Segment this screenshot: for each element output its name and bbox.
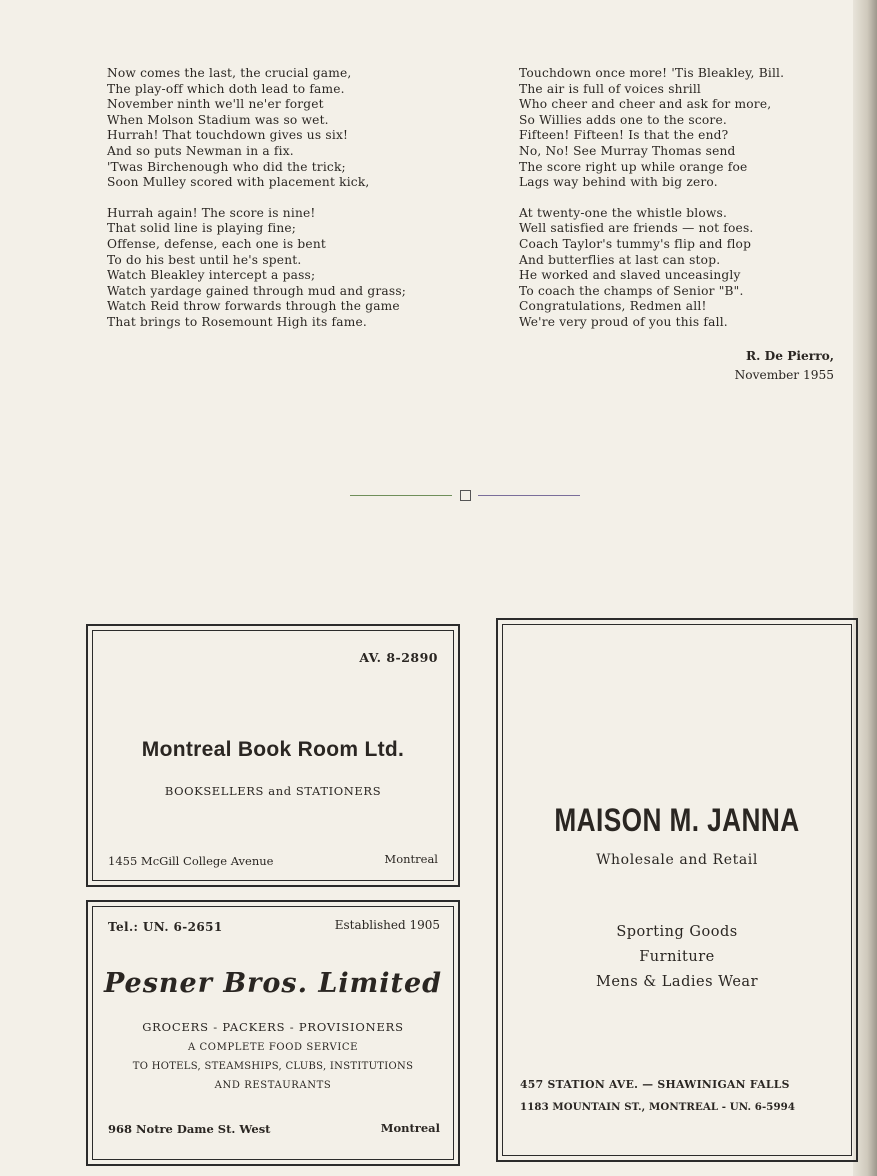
poem-line: Who cheer and cheer and ask for more, xyxy=(519,97,772,112)
poem-line: So Willies adds one to the score. xyxy=(519,112,727,127)
ad-montreal-book-room xyxy=(86,624,460,887)
ad-goods-line: Sporting Goods xyxy=(616,924,738,940)
poem-right-column xyxy=(519,66,784,346)
poem-line: The air is full of voices shrill xyxy=(519,81,702,96)
ad-pesner-bros xyxy=(86,900,460,1166)
poem-stanza xyxy=(519,206,784,331)
ad-phone: Tel.: UN. 6-2651 xyxy=(108,920,223,934)
poem-line: Touchdown once more! 'Tis Bleakley, Bill. xyxy=(519,66,785,80)
ad-address-line: 1183 MOUNTAIN ST., MONTREAL - UN. 6-5994 xyxy=(520,1101,796,1113)
poem-line: Hurrah again! The score is nine! xyxy=(107,205,316,220)
ad-address-line: 457 STATION AVE. — SHAWINIGAN FALLS xyxy=(520,1078,790,1091)
ad-maison-janna xyxy=(496,618,858,1162)
ad-inner-border xyxy=(502,624,852,1156)
poem-line: Offense, defense, each one is bent xyxy=(107,236,326,251)
poem-line: To do his best until he's spent. xyxy=(107,252,302,267)
poem-line: Lags way behind with big zero. xyxy=(519,175,718,190)
poem-line: Fifteen! Fifteen! Is that the end? xyxy=(519,128,729,143)
section-divider xyxy=(350,489,582,503)
ad-business-name: Montreal Book Room Ltd. xyxy=(141,738,405,761)
poem-line: That solid line is playing fine; xyxy=(107,221,297,236)
ad-phone: AV. 8-2890 xyxy=(359,650,438,665)
poem-stanza xyxy=(519,66,784,191)
poem-author: R. De Pierro, xyxy=(746,349,834,363)
ad-service-line: A COMPLETE FOOD SERVICE xyxy=(187,1042,359,1053)
poem-line: Well satisfied are friends — not foes. xyxy=(519,221,754,236)
poem-line: Watch Reid throw forwards through the game xyxy=(107,299,400,314)
divider-rule-left xyxy=(350,495,452,496)
poem-stanza xyxy=(107,66,406,191)
poem-line: Hurrah! That touchdown gives us six! xyxy=(107,128,349,143)
ad-business-name: MAISON M. JANNA xyxy=(554,802,800,838)
poem-line: And so puts Newman in a fix. xyxy=(107,143,294,158)
poem-line: When Molson Stadium was so wet. xyxy=(107,112,329,127)
ad-established: Established 1905 xyxy=(334,918,440,932)
poem-line: Watch Bleakley intercept a pass; xyxy=(107,268,316,283)
ad-goods-line: Mens & Ladies Wear xyxy=(595,974,759,990)
poem-left-column xyxy=(107,66,406,346)
divider-square-icon xyxy=(460,490,471,501)
ad-city: Montreal xyxy=(380,1121,440,1135)
ad-address: 1455 McGill College Avenue xyxy=(108,854,274,868)
poem-line: Soon Mulley scored with placement kick, xyxy=(107,175,370,190)
poem-line: The score right up while orange foe xyxy=(519,159,748,174)
poem-line: We're very proud of you this fall. xyxy=(519,314,728,329)
ad-goods-line: Furniture xyxy=(639,949,715,965)
poem-line: 'Twas Birchenough who did the trick; xyxy=(107,159,346,174)
poem-line: November ninth we'll ne'er forget xyxy=(107,97,324,112)
ad-tagline: BOOKSELLERS and STATIONERS xyxy=(164,784,382,798)
poem-line: That brings to Rosemount High its fame. xyxy=(107,314,367,329)
ad-service-line: TO HOTELS, STEAMSHIPS, CLUBS, INSTITUTIONS xyxy=(132,1061,414,1072)
ad-address: 968 Notre Dame St. West xyxy=(108,1122,271,1136)
divider-rule-right xyxy=(478,495,580,496)
poem-line: To coach the champs of Senior "B". xyxy=(519,283,744,298)
ad-city: Montreal xyxy=(384,852,438,866)
ad-service-line: AND RESTAURANTS xyxy=(214,1080,332,1091)
poem-signature xyxy=(700,347,834,385)
poem-line: He worked and slaved unceasingly xyxy=(519,268,741,283)
poem-line: The play-off which doth lead to fame. xyxy=(107,81,345,96)
poem-line: Coach Taylor's tummy's flip and flop xyxy=(519,236,752,251)
poem-line: Watch yardage gained through mud and grass; xyxy=(107,283,407,298)
poem-stanza xyxy=(107,206,406,331)
poem-line: Now comes the last, the crucial game, xyxy=(107,66,352,80)
poem-line: At twenty-one the whistle blows. xyxy=(519,205,728,220)
ad-tagline: Wholesale and Retail xyxy=(596,852,758,868)
poem-line: Congratulations, Redmen all! xyxy=(519,299,707,314)
ad-trades: GROCERS - PACKERS - PROVISIONERS xyxy=(142,1020,404,1034)
poem-line: And butterflies at last can stop. xyxy=(519,252,721,267)
ad-business-name: Pesner Bros. Limited xyxy=(103,968,443,999)
poem-date: November 1955 xyxy=(734,368,834,382)
poem-line: No, No! See Murray Thomas send xyxy=(519,143,736,158)
